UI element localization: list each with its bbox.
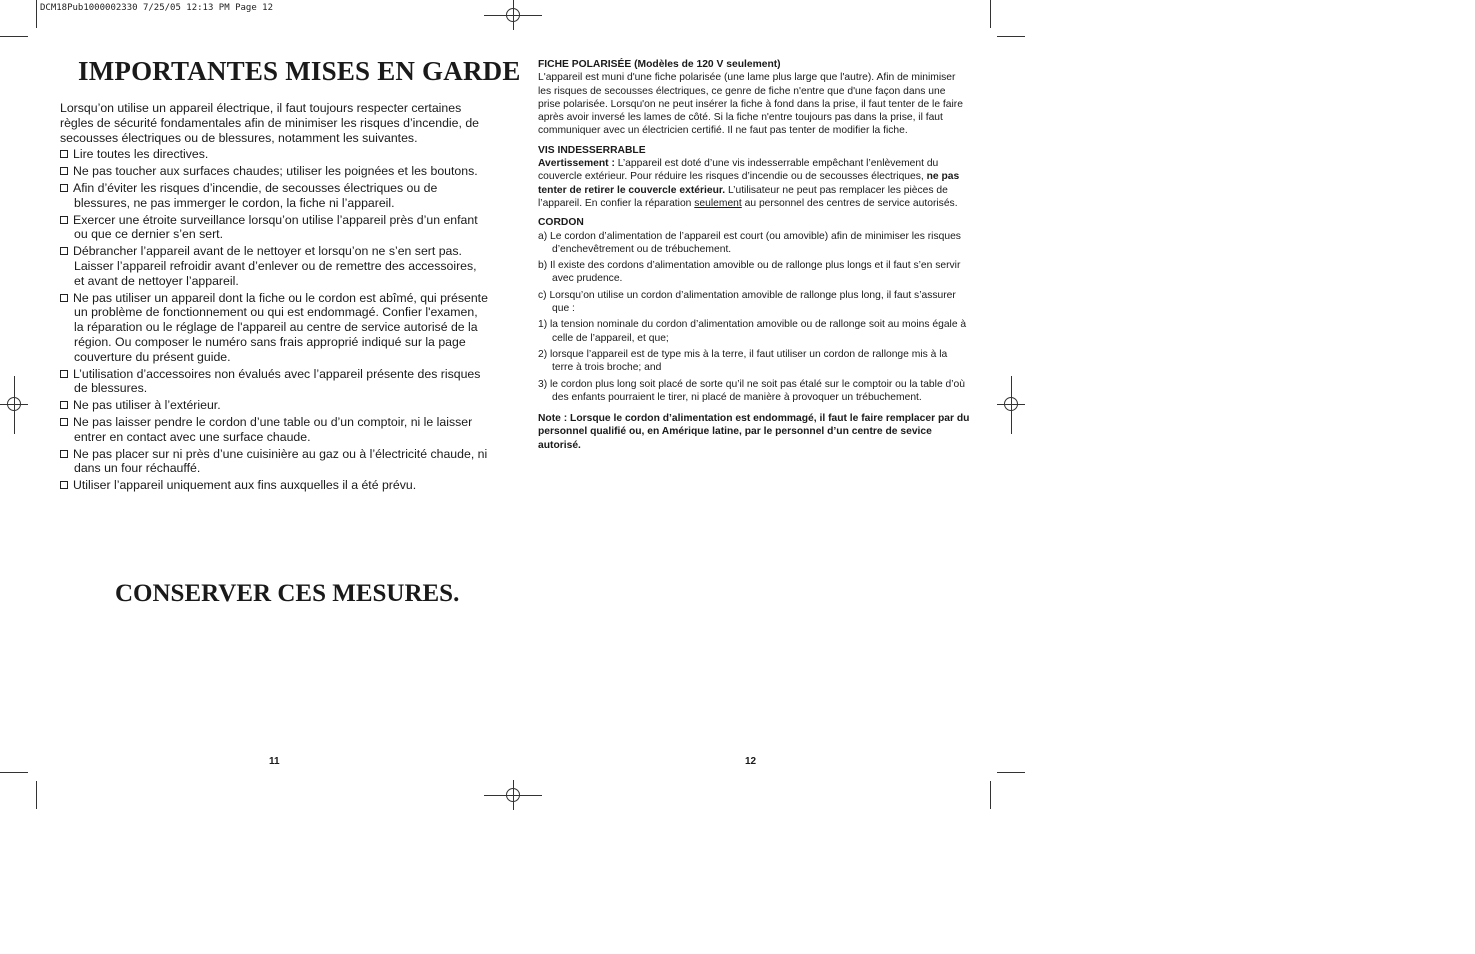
print-slug: DCM18Pub1000002330 7/25/05 12:13 PM Page 12 (40, 3, 273, 13)
fiche-section (538, 58, 970, 138)
cordon-heading: CORDON (538, 217, 584, 229)
vis-text: Avertissement : L’appareil est doté d’une vis indesserrable empêchant l’enlèvement du couvercle extérieur. Pour réduire les risques d’incendie ou de secousses électriques, ne pas tenter de retirer le couvercle extérieur. L’utilisateur ne peut pas remplacer les pièces de l’appareil. En confier la réparation seulement au personnel des centres de service autorisés. (538, 158, 960, 209)
vis-label: Avertissement : (538, 158, 615, 170)
list-item: Afin d’éviter les risques d’incendie, de secousses électriques ou de blessures, ne pas immerger le cordon, la fiche ni l’appareil. (60, 181, 490, 211)
checkbox-icon (60, 184, 68, 192)
page-number-left: 11 (269, 756, 280, 767)
safety-list (60, 147, 490, 493)
checkbox-icon (60, 216, 68, 224)
list-item: b) Il existe des cordons d’alimentation amovible ou de rallonge plus longs et il faut s’en servir avec prudence. (538, 260, 961, 285)
conserver-heading: CONSERVER CES MESURES. (115, 580, 460, 607)
list-item: a) Le cordon d’alimentation de l’appareil est court (ou amovible) afin de minimiser les risques d’enchevêtrement ou de trébuchement. (538, 230, 961, 255)
list-item: Exercer une étroite surveillance lorsqu’on utilise l’appareil près d’un enfant ou que ce dernier s’en sert. (60, 213, 490, 243)
checkbox-icon (60, 401, 68, 409)
list-item: Ne pas placer sur ni près d’une cuisinière au gaz ou à l’électricité chaude, ni dans un four réchauffé. (60, 447, 490, 477)
vis-underline: seulement (694, 197, 742, 209)
list-item: Utiliser l’appareil uniquement aux fins auxquelles il a été prévu. (60, 478, 490, 493)
checkbox-icon (60, 294, 68, 302)
fiche-text: L'appareil est muni d'une fiche polarisée (une lame plus large que l'autre). Afin de minimiser les risques de secousses électriques, ce genre de fiche n'entre que d'une façon dans une prise polarisée. Lorsqu'on ne peut insérer la fiche à fond dans la prise, il faut tenter de le faire après avoir inversé les lames de côté. Si la fiche n'entre toujours pas dans la prise, il faut communiquer avec un électricien certifié. Il ne faut pas tenter de modifier la fiche. (538, 72, 963, 137)
list-item: Débrancher l’appareil avant de le nettoyer et lorsqu’on ne s’en sert pas. Laisser l’appareil refroidir avant d’enlever ou de remettre des accessoires, et avant de nettoyer l’appareil. (60, 244, 490, 288)
fiche-heading: FICHE POLARISÉE (Modèles de 120 V seulement) (538, 59, 781, 70)
list-item: 2) lorsque l’appareil est de type mis à la terre, il faut utiliser un cordon de rallonge mis à la terre à trois broche; and (538, 348, 948, 374)
list-item: 1) la tension nominale du cordon d’alimentation amovible ou de rallonge soit au moins égale à celle de l’appareil, et que; (538, 319, 967, 344)
page-number-right: 12 (745, 756, 757, 767)
list-item: c) Lorsqu’on utilise un cordon d’alimentation amovible de rallonge plus long, il faut s’assurer que : (538, 289, 956, 315)
cordon-section (538, 216, 970, 452)
intro-paragraph: Lorsqu’on utilise un appareil électrique, il faut toujours respecter certaines règles de sécurité fondamentales afin de minimiser les risques d’incendie, de secousses électriques ou de blessures, notamment les suivantes. (60, 101, 480, 145)
list-item: 3) le cordon plus long soit placé de sorte qu’il ne soit pas étalé sur le comptoir ou la table d’où des enfants pourraient le tirer, ni placé de manière à provoquer un trébuchement. (538, 378, 965, 403)
list-item: Ne pas laisser pendre le cordon d’une table ou d’un comptoir, ni le laisser entrer en contact avec une surface chaude. (60, 415, 490, 445)
list-item: Ne pas utiliser à l’extérieur. (60, 398, 490, 413)
vis-bold: ne pas tenter de retirer le couvercle extérieur. (538, 171, 960, 196)
checkbox-icon (60, 481, 68, 489)
checkbox-icon (60, 150, 68, 158)
checkbox-icon (60, 167, 68, 175)
checkbox-icon (60, 247, 68, 255)
checkbox-icon (60, 418, 68, 426)
right-page (538, 58, 970, 458)
checkbox-icon (60, 450, 68, 458)
vis-heading: VIS INDESSERRABLE (538, 144, 646, 156)
left-page (60, 56, 521, 495)
list-item: Lire toutes les directives. (60, 147, 490, 162)
page-title: IMPORTANTES MISES EN GARDE (78, 56, 521, 86)
checkbox-icon (60, 370, 68, 378)
cordon-list (538, 230, 970, 405)
list-item: Ne pas utiliser un appareil dont la fiche ou le cordon est abîmé, qui présente un problème de fonctionnement ou qui est endommagé. Confier l'examen, la réparation ou le réglage de l'appareil au centre de service autorisé de la région. Ou composer le numéro sans frais approprié indiqué sur la page couverture du présent guide. (60, 291, 490, 365)
list-item: L’utilisation d’accessoires non évalués avec l’appareil présente des risques de blessures. (60, 367, 490, 397)
list-item: Ne pas toucher aux surfaces chaudes; utiliser les poignées et les boutons. (60, 164, 490, 179)
vis-section (538, 144, 970, 210)
note-paragraph: Note : Lorsque le cordon d’alimentation est endommagé, il faut le faire remplacer par du personnel qualifié ou, en Amérique latine, par le personnel d’un centre de sevice autorisé. (538, 413, 970, 451)
